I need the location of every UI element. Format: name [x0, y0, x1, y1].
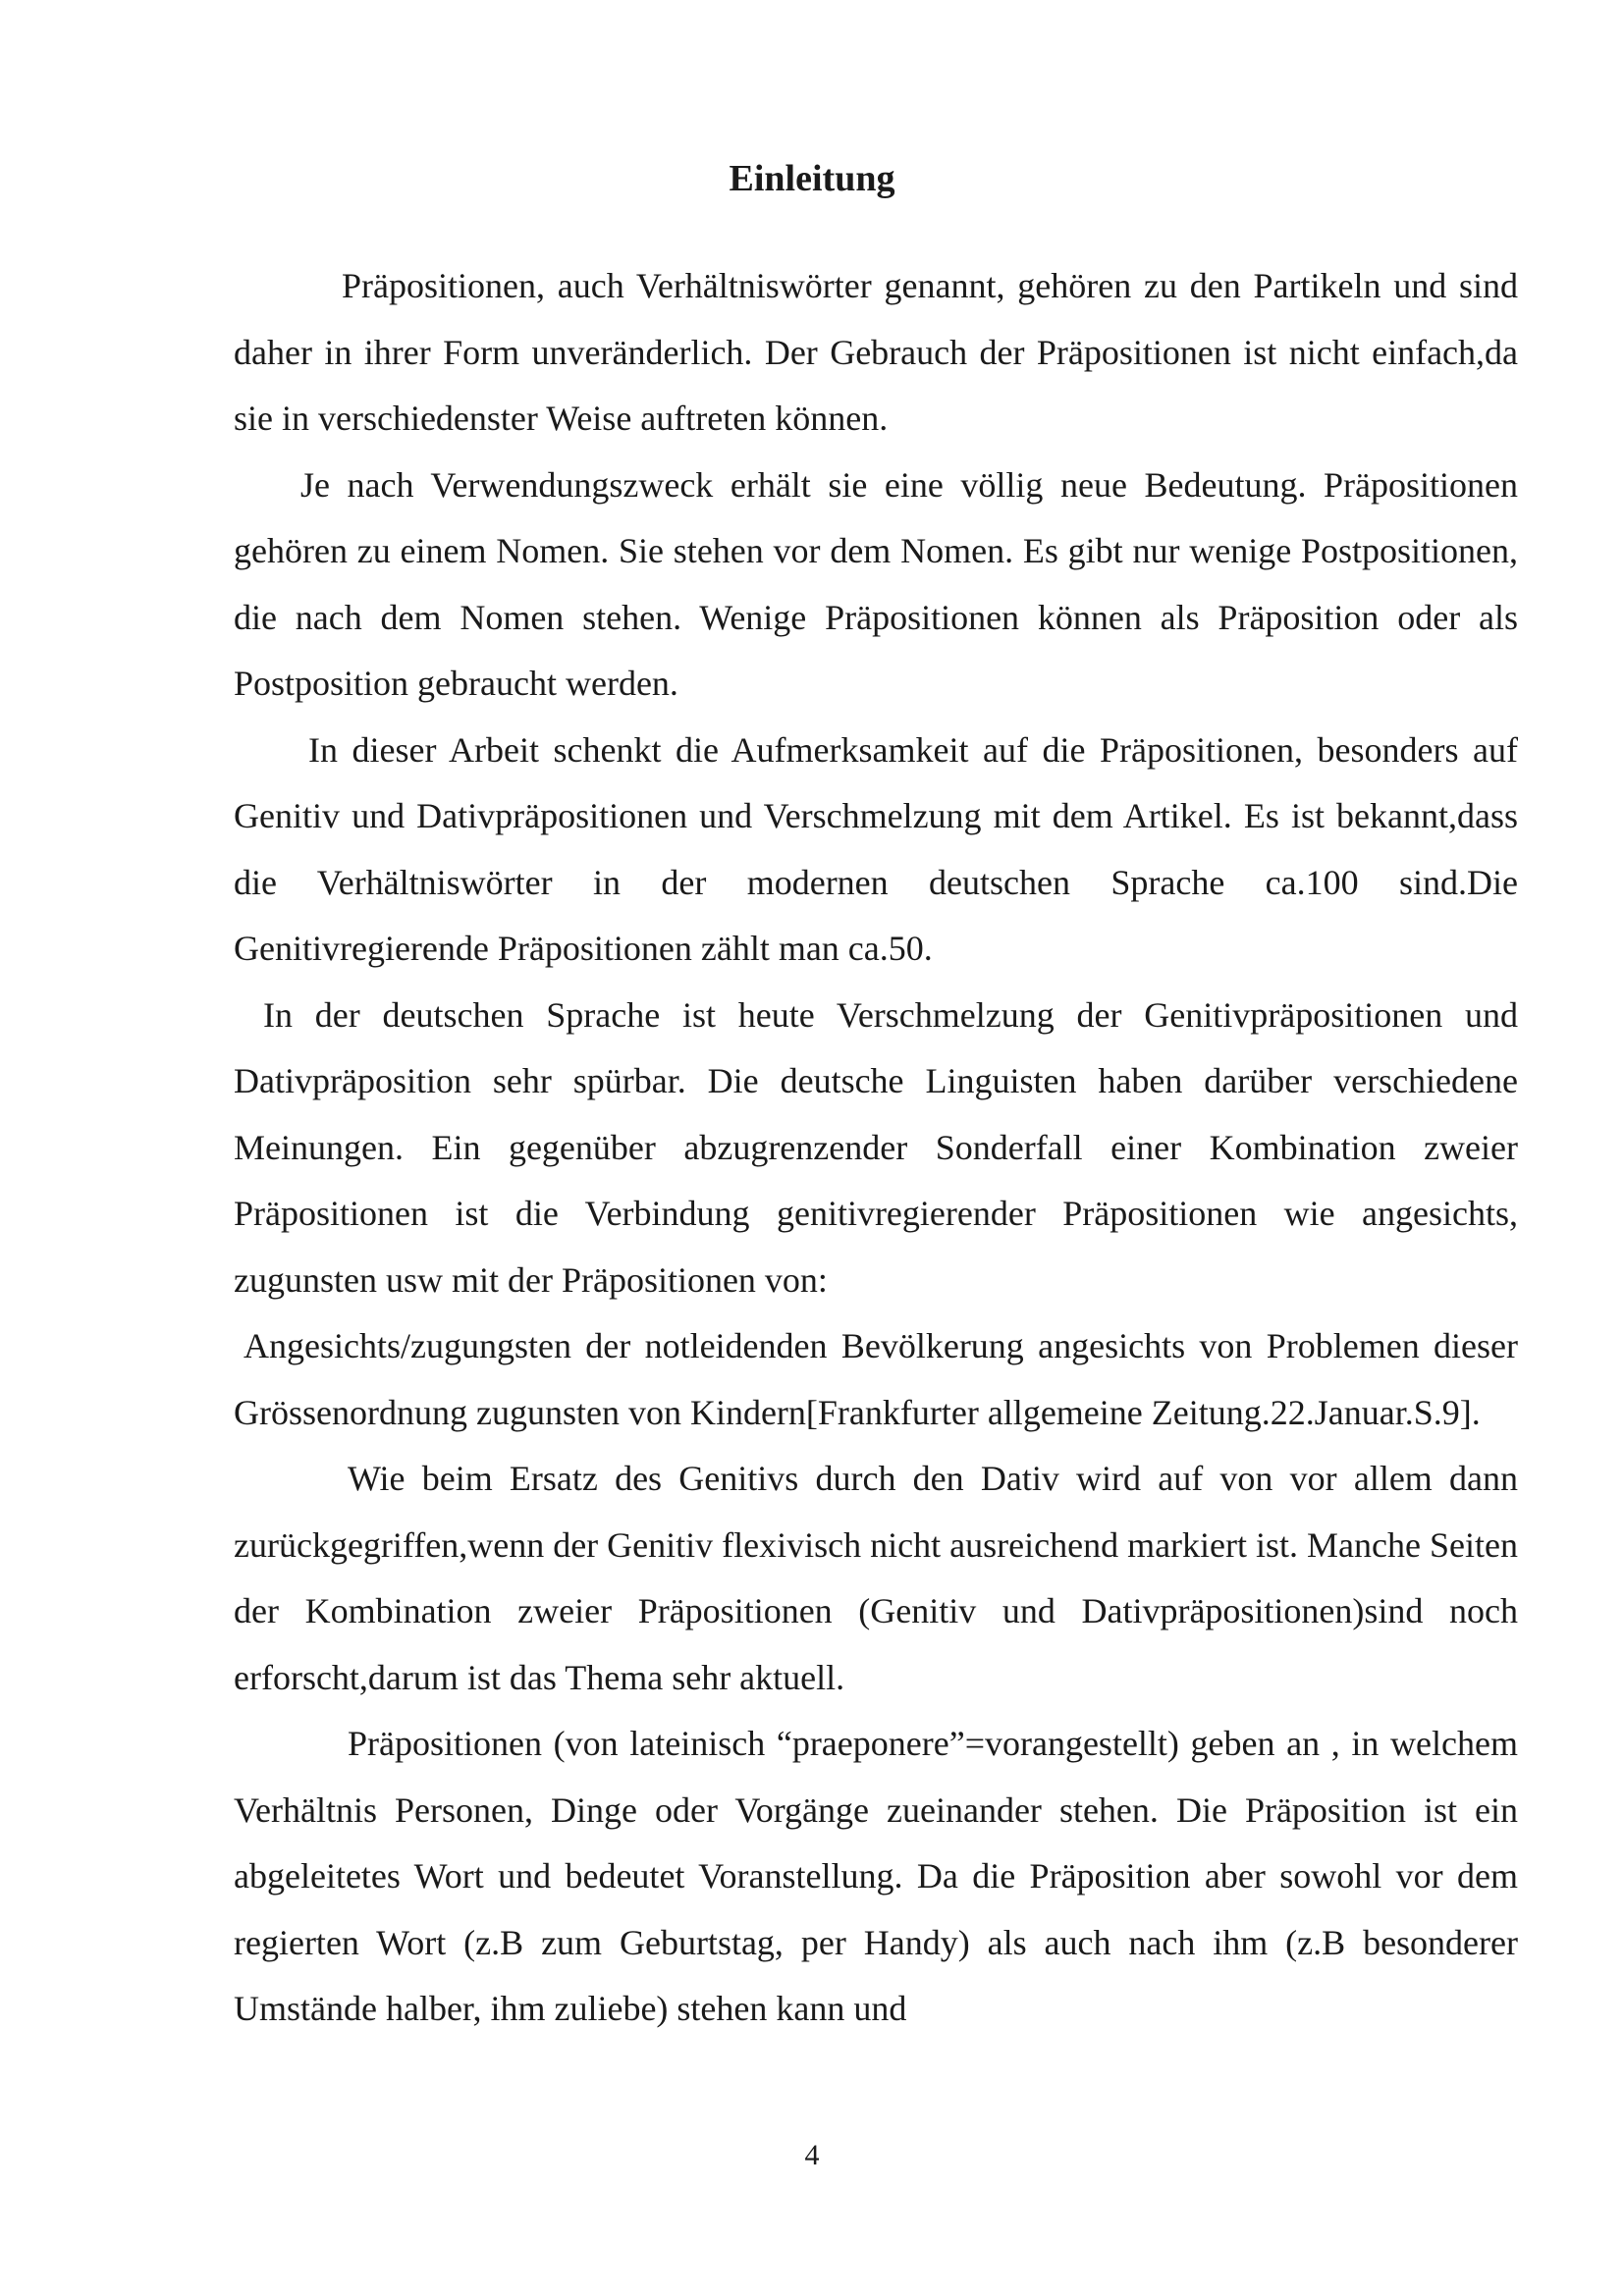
- page-number: 4: [804, 2139, 820, 2171]
- paragraph-3: In dieser Arbeit schenkt die Aufmerksamkeit auf die Präpositionen, besonders auf Genitiv und Dativpräpositionen und Verschmelzung mit dem Artikel. Es ist bekannt,dass die Verhältniswörter in der modernen deutschen Sprache ca.100 sind.Die Genitivregierende Präpositionen zählt man ca.50.: [234, 729, 1518, 968]
- paragraph-6: Wie beim Ersatz des Genitivs durch den Dativ wird auf von vor allem dann zurückgegriffen,wenn der Genitiv flexivisch nicht ausreichend markiert ist. Manche Seiten der Kombination zweier Präpositionen (Genitiv und Dativpräpositionen)sind noch erforscht,darum ist das Thema sehr aktuell.: [234, 1459, 1518, 1697]
- paragraph-7: Präpositionen (von lateinisch “praeponere”=vorangestellt) geben an , in welchem Verhältnis Personen, Dinge oder Vorgänge zueinander stehen. Die Präposition ist ein abgeleitetes Wort und bedeutet Voranstellung. Da die Präposition aber sowohl vor dem regierten Wort (z.B zum Geburtstag, per Handy) als auch nach ihm (z.B besonderer Umstände halber, ihm zuliebe) stehen kann und: [234, 1724, 1518, 2028]
- body-text: [234, 253, 1518, 2043]
- paragraph-1: Präpositionen, auch Verhältniswörter genannt, gehören zu den Partikeln und sind daher in ihrer Form unveränderlich. Der Gebrauch der Präpositionen ist nicht einfach,da sie in verschiedenster Weise auftreten können.: [234, 266, 1518, 438]
- paragraph-4: In der deutschen Sprache ist heute Verschmelzung der Genitivpräpositionen und Dativpräposition sehr spürbar. Die deutsche Linguisten haben darüber verschiedene Meinungen. Ein gegenüber abzugrenzender Sonderfall einer Kombination zweier Präpositionen ist die Verbindung genitivregierender Präpositionen wie angesichts, zugunsten usw mit der Präpositionen von:: [234, 994, 1518, 1300]
- paragraph-5: Angesichts/zugungsten der notleidenden Bevölkerung angesichts von Problemen dieser Grössenordnung zugunsten von Kindern[Frankfurter allgemeine Zeitung.22.Januar.S.9].: [234, 1326, 1518, 1432]
- page-title: Einleitung: [729, 158, 895, 199]
- paragraph-2: Je nach Verwendungszweck erhält sie eine völlig neue Bedeutung. Präpositionen gehören zu einem Nomen. Sie stehen vor dem Nomen. Es gibt nur wenige Postpositionen, die nach dem Nomen stehen. Wenige Präpositionen können als Präposition oder als Postposition gebraucht werden.: [234, 464, 1518, 703]
